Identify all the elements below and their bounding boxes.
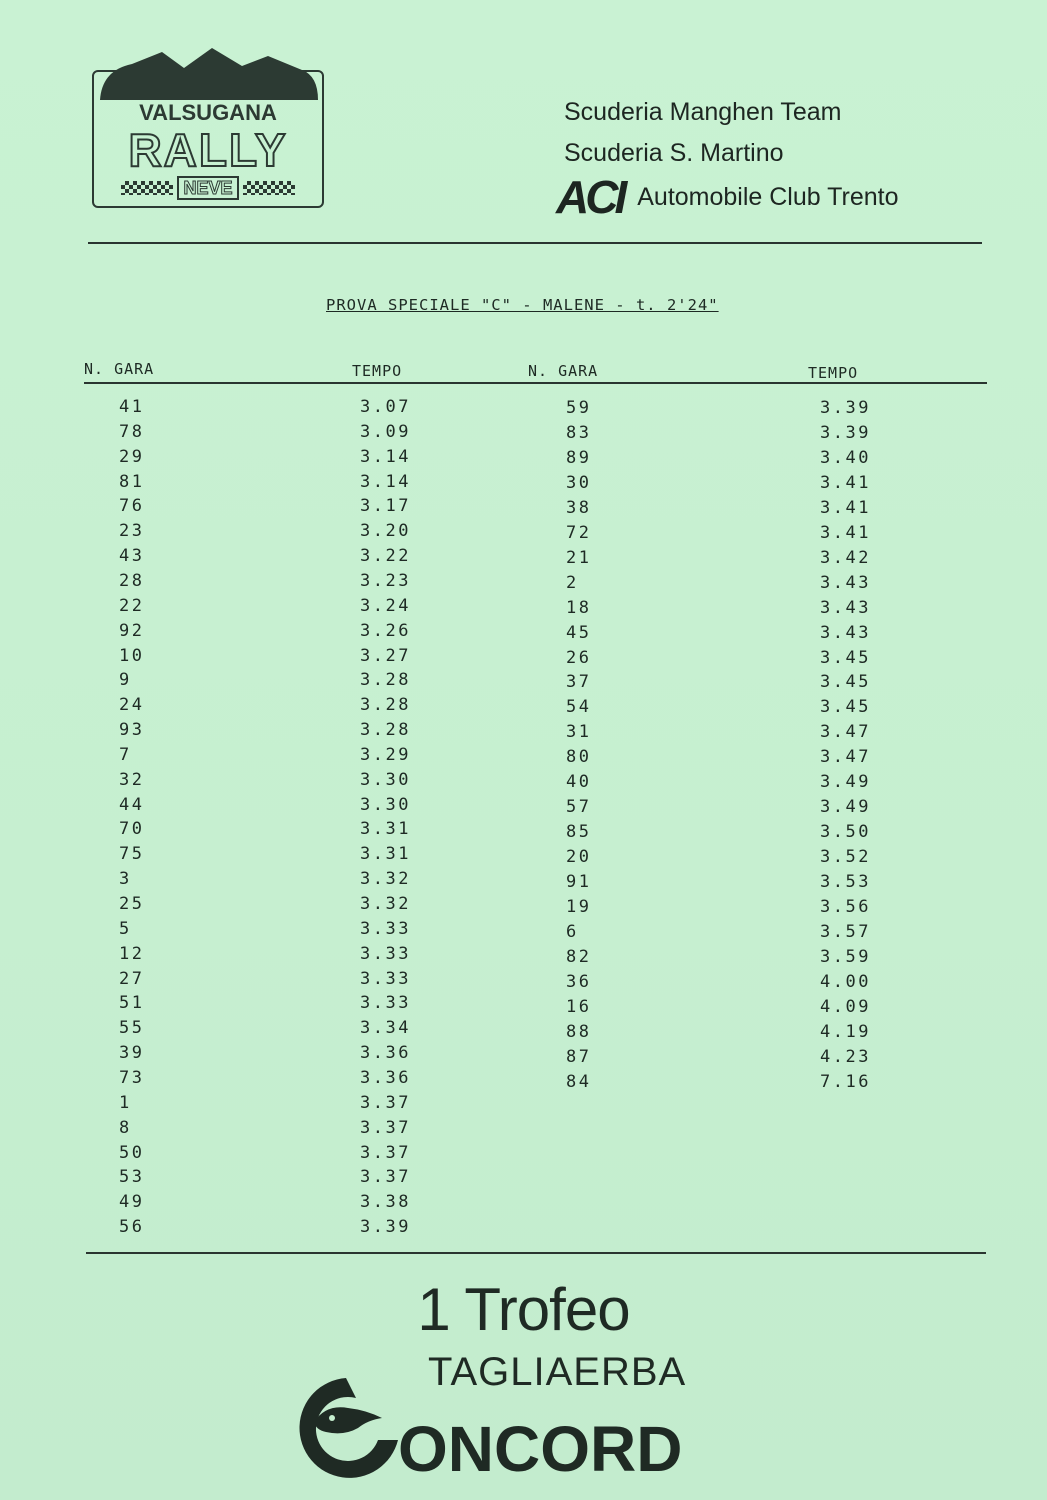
right-num-header: N. GARA [528,362,599,380]
race-number: 73 [119,1067,145,1088]
stage-time: 4.00 [820,971,871,992]
stage-time: 3.42 [820,547,871,568]
page-title: PROVA SPECIALE "C" - MALENE - t. 2'24" [326,296,719,314]
stage-time: 3.49 [820,772,871,793]
stage-time: 3.49 [820,797,871,818]
race-number: 26 [566,647,592,668]
stage-time: 3.47 [820,747,871,768]
stage-time: 3.14 [360,471,411,492]
stage-time: 3.36 [360,1067,411,1088]
stage-time: 3.31 [360,844,411,865]
stage-time: 3.41 [820,522,871,543]
organizer-3: Automobile Club Trento [637,182,899,211]
race-number: 50 [119,1142,145,1163]
race-number: 80 [566,747,592,768]
race-number: 51 [119,993,145,1014]
stage-time: 3.30 [360,769,411,790]
race-number: 93 [119,720,145,741]
race-number: 45 [566,622,592,643]
race-number: 84 [566,1071,592,1092]
race-number: 41 [119,397,145,417]
race-number: 32 [119,769,145,790]
stage-time: 3.45 [820,697,871,718]
stage-time: 3.07 [360,397,411,417]
stage-time: 3.33 [360,943,411,964]
race-number: 59 [566,398,592,418]
race-number: 53 [119,1167,145,1188]
race-number: 30 [566,472,592,493]
stage-time: 3.28 [360,695,411,716]
stage-time: 3.17 [360,496,411,517]
race-number: 22 [119,595,145,616]
race-number: 29 [119,446,145,467]
stage-time: 3.33 [360,918,411,939]
stage-time: 4.23 [820,1046,871,1067]
race-number: 55 [119,1018,145,1039]
stage-time: 3.32 [360,894,411,914]
stage-time: 3.53 [820,872,871,893]
aci-logo-icon: ACI [556,170,624,223]
race-number: 44 [119,794,145,815]
race-number: 18 [566,597,592,618]
stage-time: 3.38 [360,1192,411,1213]
stage-time: 3.24 [360,595,411,616]
race-number: 23 [119,521,145,542]
left-time-header: TEMPO [352,362,403,380]
race-number: 56 [119,1217,145,1238]
stage-time: 3.37 [360,1092,411,1113]
race-number: 28 [119,570,145,591]
race-number: 43 [119,546,145,567]
concord-brand: ONCORD [398,1413,683,1485]
race-number: 5 [119,918,132,939]
stage-time: 3.14 [360,446,411,467]
stage-time: 3.36 [360,1043,411,1064]
stage-time: 3.09 [360,421,411,442]
logo-line2: RALLY [128,124,288,176]
race-number: 92 [119,620,145,641]
stage-time: 3.27 [360,645,411,666]
logo-line1: VALSUGANA [139,100,277,125]
stage-time: 3.47 [820,722,871,743]
logo-line3-row [100,176,316,200]
race-number: 75 [119,844,145,865]
stage-time: 3.39 [820,398,871,418]
race-number: 3 [119,869,132,890]
race-number: 82 [566,946,592,967]
race-number: 10 [119,645,145,666]
organizer-1: Scuderia Manghen Team [564,98,842,126]
stage-time: 3.45 [820,672,871,693]
checkered-flag-icon [243,181,295,195]
stage-time: 3.40 [820,447,871,468]
race-number: 87 [566,1046,592,1067]
race-number: 89 [566,447,592,468]
footer-divider [86,1252,986,1254]
stage-time: 3.50 [820,822,871,843]
stage-time: 3.23 [360,570,411,591]
stage-time: 3.39 [820,422,871,443]
race-number: 20 [566,847,592,868]
stage-time: 4.09 [820,996,871,1017]
race-number: 76 [119,496,145,517]
stage-time: 7.16 [820,1071,871,1092]
stage-time: 3.34 [360,1018,411,1039]
race-number: 9 [119,670,132,691]
race-number: 12 [119,943,145,964]
tagliaerba-label: TAGLIAERBA [428,1350,687,1394]
race-number: 57 [566,797,592,818]
stage-time: 3.30 [360,794,411,815]
stage-time: 3.26 [360,620,411,641]
race-number: 81 [119,471,145,492]
race-number: 85 [566,822,592,843]
stage-time: 3.37 [360,1167,411,1188]
stage-time: 3.43 [820,622,871,643]
race-number: 40 [566,772,592,793]
organizer-3-row [556,170,899,223]
stage-time: 4.19 [820,1021,871,1042]
stage-time: 3.29 [360,744,411,765]
stage-time: 3.33 [360,968,411,989]
race-number: 49 [119,1192,145,1213]
stage-time: 3.33 [360,993,411,1014]
left-num-header: N. GARA [84,360,155,378]
stage-time: 3.43 [820,597,871,618]
valsugana-rally-logo [92,70,324,208]
race-number: 19 [566,897,592,917]
organizer-2: Scuderia S. Martino [564,139,784,167]
stage-time: 3.52 [820,847,871,868]
race-number: 7 [119,744,132,765]
race-number: 54 [566,697,592,718]
race-number: 36 [566,971,592,992]
organizers [556,94,899,223]
race-number: 88 [566,1021,592,1042]
race-number: 1 [119,1092,132,1113]
stage-time: 3.41 [820,497,871,518]
race-number: 25 [119,894,145,914]
stage-time: 3.39 [360,1217,411,1238]
stage-time: 3.56 [820,897,871,917]
table-header-divider [84,382,987,384]
stage-time: 3.31 [360,819,411,840]
race-number: 8 [119,1117,132,1138]
race-number: 78 [119,421,145,442]
race-number: 24 [119,695,145,716]
race-number: 39 [119,1043,145,1064]
stage-time: 3.32 [360,869,411,890]
race-number: 83 [566,422,592,443]
checkered-flag-icon [121,181,173,195]
concord-eagle-emblem-icon [286,1370,406,1480]
stage-time: 3.28 [360,720,411,741]
race-number: 37 [566,672,592,693]
race-number: 21 [566,547,592,568]
stage-time: 3.45 [820,647,871,668]
race-number: 31 [566,722,592,743]
stage-time: 3.43 [820,572,871,593]
stage-time: 3.57 [820,921,871,942]
race-number: 2 [566,572,579,593]
race-number: 38 [566,497,592,518]
stage-time: 3.59 [820,946,871,967]
race-number: 72 [566,522,592,543]
race-number: 6 [566,921,579,942]
mountain-icon [92,42,324,102]
stage-time: 3.41 [820,472,871,493]
race-number: 27 [119,968,145,989]
race-number: 16 [566,996,592,1017]
race-number: 70 [119,819,145,840]
race-number: 91 [566,872,592,893]
trofeo-title: 1 Trofeo [417,1276,630,1343]
right-time-header: TEMPO [808,364,859,382]
logo-line3: NEVE [177,176,238,200]
stage-time: 3.20 [360,521,411,542]
stage-time: 3.37 [360,1117,411,1138]
stage-time: 3.28 [360,670,411,691]
stage-time: 3.22 [360,546,411,567]
stage-time: 3.37 [360,1142,411,1163]
header-divider [88,242,982,244]
